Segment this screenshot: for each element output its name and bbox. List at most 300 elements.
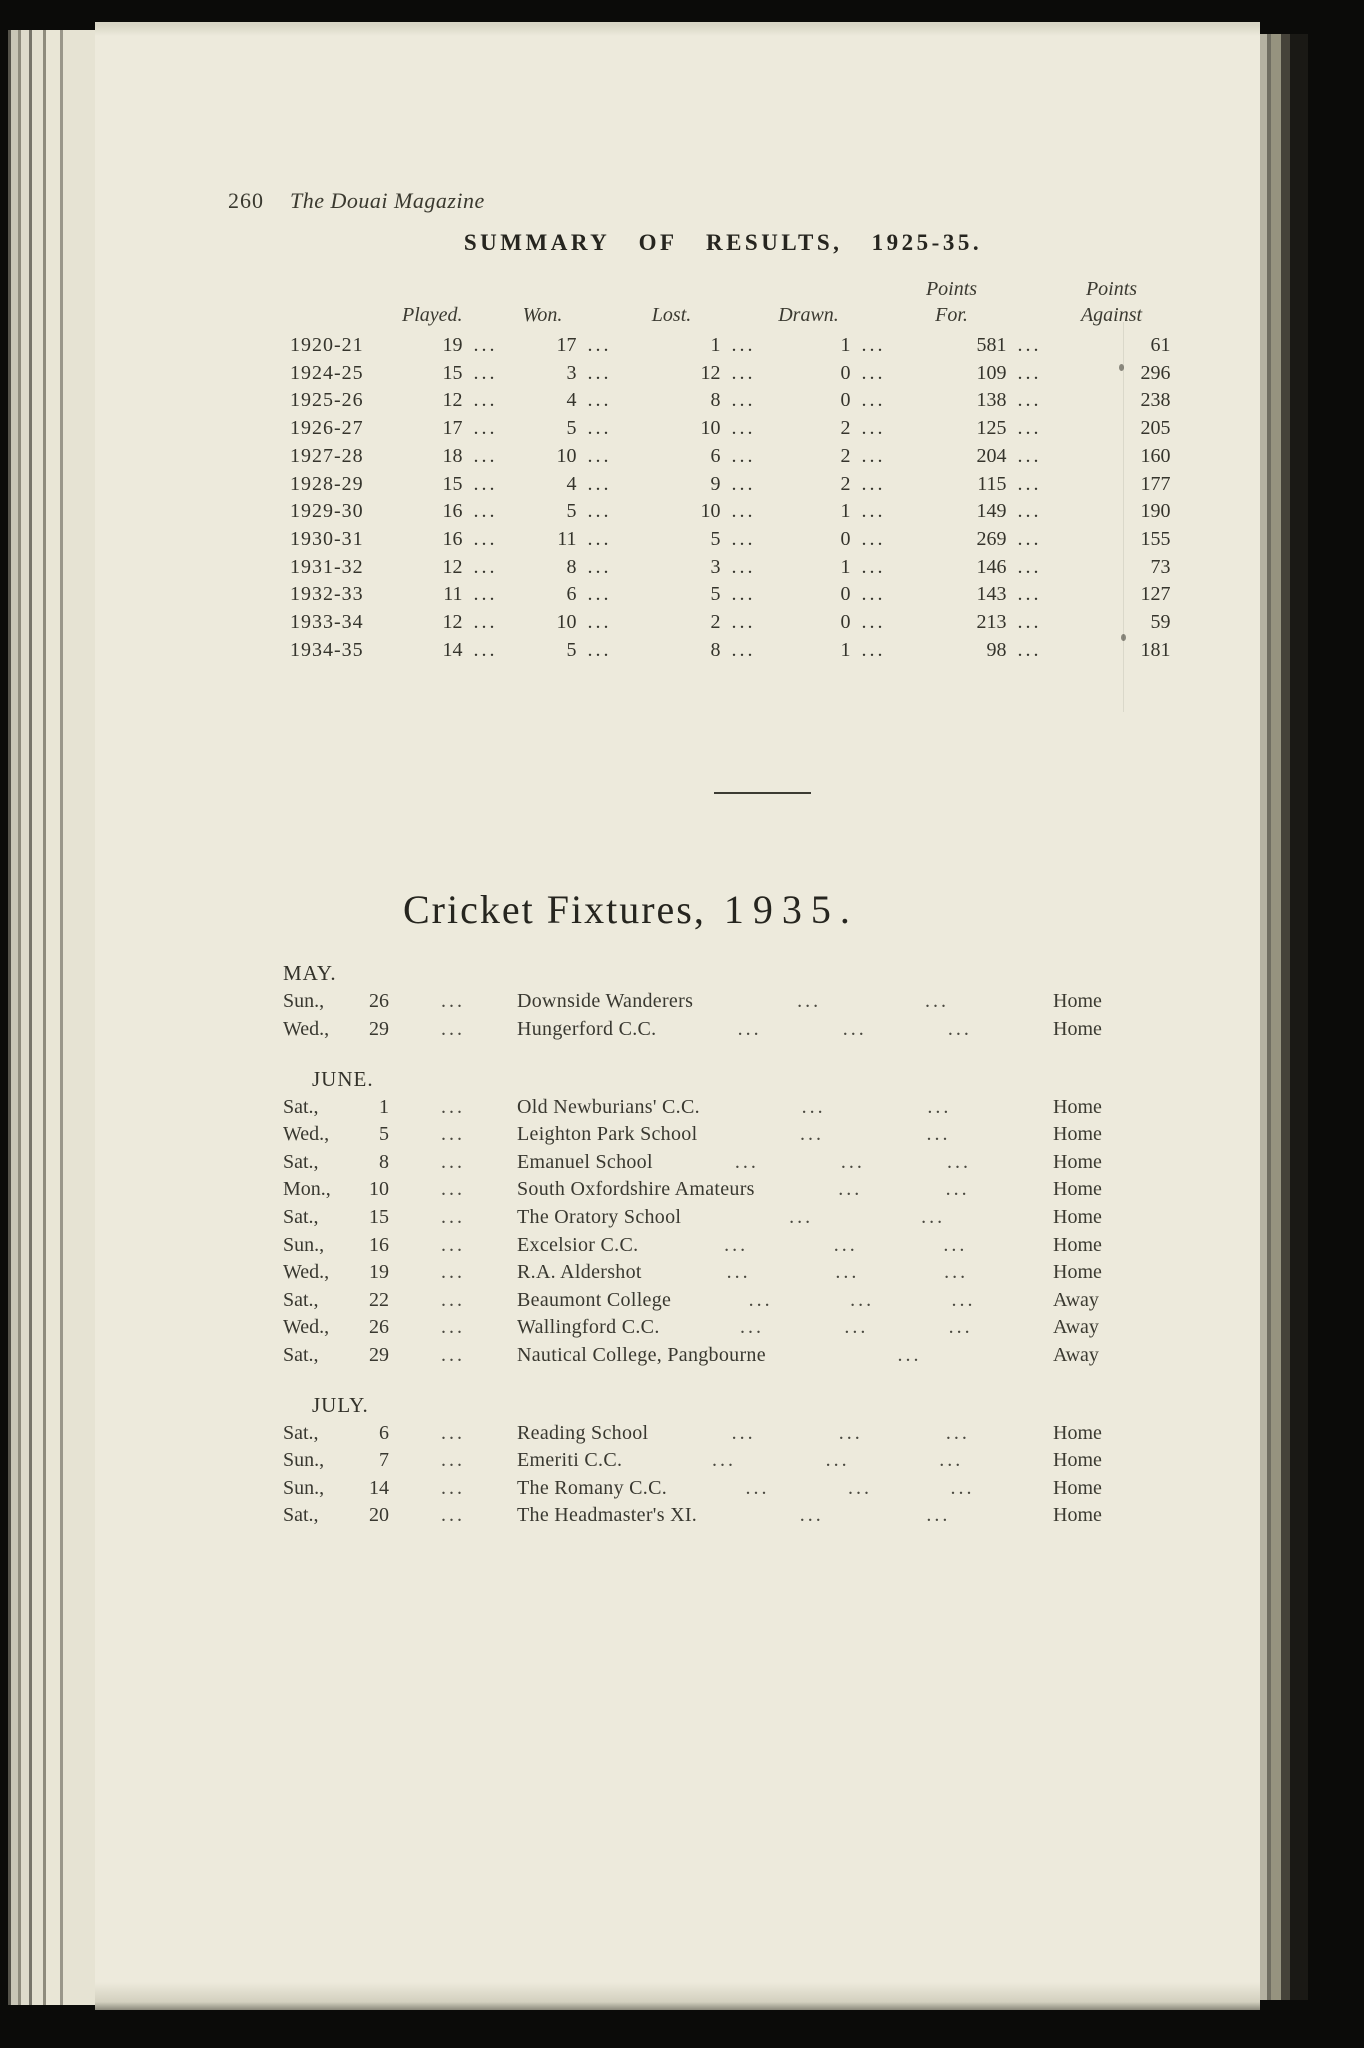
leader-dots: ... [473, 361, 498, 384]
points-for-cell: 138 [976, 389, 1007, 412]
leader-dots: ... [731, 417, 756, 440]
leader-dots: ... [441, 1476, 465, 1499]
fixture-venue: Home [1053, 1421, 1102, 1444]
section-divider [714, 792, 811, 794]
fixture-venue: Home [1053, 1150, 1102, 1173]
leader-dots-group [671, 1287, 1053, 1315]
fixture-opponent: The Romany C.C. [517, 1476, 668, 1499]
fixture-opponent: Downside Wanderers [517, 990, 694, 1013]
leader-dots: ... [945, 1421, 970, 1444]
leader-dots: ... [838, 1178, 863, 1201]
summary-row [290, 526, 1171, 554]
leader-dots: ... [441, 990, 465, 1013]
leader-dots: ... [441, 1123, 465, 1146]
leader-dots: ... [731, 583, 756, 606]
leader-dots: ... [939, 1449, 964, 1472]
leader-dots: ... [948, 1316, 973, 1339]
fixture-date: 26 [369, 990, 389, 1013]
summary-row [290, 609, 1171, 637]
leader-dots: ... [1017, 527, 1042, 550]
drawn-cell: 1 [840, 555, 851, 578]
fixture-opponent: Excelsior C.C. [517, 1233, 639, 1256]
fixture-venue: Home [1053, 1504, 1102, 1527]
leader-dots-group [766, 1342, 1053, 1370]
leader-dots: ... [473, 444, 498, 467]
lost-cell: 12 [700, 361, 721, 384]
leader-dots: ... [587, 583, 612, 606]
leader-dots: ... [724, 1233, 749, 1256]
summary-row [290, 637, 1171, 665]
fixture-day: Sun., [283, 1476, 325, 1499]
fixture-opponent: Emanuel School [517, 1150, 653, 1173]
leader-dots: ... [833, 1233, 858, 1256]
summary-row [290, 332, 1171, 360]
leader-dots: ... [861, 500, 886, 523]
fixture-row [283, 1232, 1145, 1260]
points-for-cell: 146 [976, 555, 1007, 578]
won-cell: 10 [556, 444, 577, 467]
played-cell: 11 [443, 583, 463, 606]
fixture-date: 29 [369, 1343, 389, 1366]
fixture-day: Mon., [283, 1178, 331, 1201]
fixture-opponent: Wallingford C.C. [517, 1316, 660, 1339]
fixture-row [283, 1121, 1145, 1149]
won-cell: 5 [566, 417, 577, 440]
points-against-header: Points Against [1080, 278, 1143, 326]
leader-dots: ... [731, 638, 756, 661]
played-cell: 18 [442, 444, 463, 467]
fixture-date: 6 [379, 1421, 389, 1444]
fixture-row [283, 1314, 1145, 1342]
points-against-cell: 160 [1140, 444, 1171, 467]
leader-dots: ... [473, 611, 498, 634]
season-cell: 1925-26 [290, 389, 364, 412]
points-for-cell: 109 [976, 361, 1007, 384]
won-cell: 8 [566, 555, 577, 578]
fixture-venue: Away [1053, 1288, 1099, 1311]
leader-dots: ... [861, 583, 886, 606]
fixtures-title [403, 886, 1218, 934]
points-for-header: Points For. [925, 278, 978, 326]
drawn-cell: 0 [840, 389, 851, 412]
fixture-day: Sun., [283, 990, 325, 1013]
leader-dots: ... [726, 1261, 751, 1284]
left-page-edges [8, 30, 96, 2005]
leader-dots: ... [731, 611, 756, 634]
lost-cell: 1 [710, 334, 721, 356]
leader-dots: ... [587, 527, 612, 550]
leader-dots: ... [587, 500, 612, 523]
leader-dots: ... [441, 1343, 465, 1366]
leader-dots: ... [739, 1316, 764, 1339]
lost-header: Lost. [651, 304, 692, 326]
drawn-cell: 0 [840, 611, 851, 634]
leader-dots: ... [441, 1095, 465, 1118]
leader-dots: ... [441, 1316, 465, 1339]
leader-dots: ... [473, 638, 498, 661]
leader-dots: ... [1017, 638, 1042, 661]
leader-dots: ... [473, 527, 498, 550]
month-heading: JULY. [312, 1392, 369, 1417]
fixture-date: 10 [369, 1178, 389, 1201]
fixture-day: Wed., [283, 1018, 330, 1041]
leader-dots: ... [1017, 583, 1042, 606]
leader-dots: ... [441, 1261, 465, 1284]
leader-dots: ... [473, 334, 498, 356]
fixture-venue: Home [1053, 990, 1102, 1013]
leader-dots: ... [441, 1449, 465, 1472]
leader-dots-group [642, 1259, 1053, 1287]
fixture-date: 15 [369, 1206, 389, 1228]
leader-dots: ... [1017, 611, 1042, 634]
fixture-date: 8 [379, 1150, 389, 1173]
drawn-cell: 0 [840, 583, 851, 606]
fixture-opponent: The Oratory School [517, 1206, 682, 1228]
leader-dots: ... [848, 1476, 873, 1499]
fixture-venue: Away [1053, 1343, 1099, 1366]
played-cell: 12 [442, 611, 463, 634]
leader-dots-group [638, 1232, 1053, 1260]
leader-dots: ... [789, 1206, 814, 1228]
leader-dots: ... [921, 1206, 946, 1228]
leader-dots: ... [587, 555, 612, 578]
fixture-opponent: Nautical College, Pangbourne [517, 1343, 766, 1366]
played-cell: 12 [442, 389, 463, 412]
fixtures-month [283, 1390, 1145, 1530]
leader-dots: ... [943, 1233, 968, 1256]
drawn-cell: 1 [840, 500, 851, 523]
lost-cell: 2 [710, 611, 721, 634]
fixture-row [283, 1420, 1145, 1448]
played-cell: 17 [442, 417, 463, 440]
fixture-day: Sat., [283, 1206, 319, 1228]
played-header: Played. [402, 304, 463, 326]
fixture-day: Wed., [283, 1261, 330, 1284]
fixtures-month [283, 958, 1145, 1043]
leader-dots: ... [861, 472, 886, 495]
leader-dots: ... [861, 555, 886, 578]
fixture-day: Sat., [283, 1343, 319, 1366]
running-head [228, 188, 1218, 214]
points-for-cell: 213 [976, 611, 1007, 634]
leader-dots: ... [473, 389, 498, 412]
fixture-opponent: The Headmaster's XI. [517, 1504, 698, 1527]
leader-dots: ... [473, 472, 498, 495]
fixture-venue: Home [1053, 1476, 1102, 1499]
lost-cell: 5 [710, 583, 721, 606]
won-cell: 4 [566, 472, 577, 495]
points-against-cell: 59 [1150, 611, 1171, 634]
fixture-date: 7 [379, 1449, 389, 1472]
leader-dots-group [700, 1094, 1053, 1122]
fixtures-list [283, 958, 1145, 1530]
fixture-day: Sun., [283, 1449, 325, 1472]
leader-dots-group [697, 1502, 1053, 1530]
leader-dots: ... [734, 1150, 759, 1173]
leader-dots-group [681, 1204, 1053, 1232]
fixture-opponent: Leighton Park School [517, 1123, 698, 1146]
leader-dots: ... [945, 1178, 970, 1201]
played-cell: 16 [442, 500, 463, 523]
played-cell: 19 [442, 334, 463, 356]
lost-cell: 10 [700, 417, 721, 440]
month-heading: JUNE. [312, 1066, 374, 1091]
fixture-date: 14 [369, 1476, 389, 1499]
points-for-cell: 204 [976, 444, 1007, 467]
leader-dots: ... [1017, 361, 1042, 384]
leader-dots: ... [731, 527, 756, 550]
won-cell: 11 [557, 527, 577, 550]
points-against-cell: 61 [1150, 334, 1171, 356]
fixture-row [283, 1149, 1145, 1177]
book-page [95, 22, 1260, 2010]
leader-dots-group [755, 1176, 1053, 1204]
won-header: Won. [522, 304, 563, 326]
leader-dots: ... [737, 1018, 762, 1041]
leader-dots: ... [1017, 334, 1042, 356]
leader-dots: ... [897, 1343, 922, 1366]
leader-dots: ... [1017, 444, 1042, 467]
fixture-date: 16 [369, 1233, 389, 1256]
lost-cell: 5 [710, 527, 721, 550]
fixture-day: Sat., [283, 1150, 319, 1173]
leader-dots: ... [441, 1504, 465, 1527]
leader-dots: ... [587, 334, 612, 356]
season-cell: 1930-31 [290, 527, 364, 550]
leader-dots: ... [797, 990, 822, 1013]
leader-dots: ... [731, 1421, 756, 1444]
points-against-cell: 238 [1140, 389, 1171, 412]
leader-dots: ... [731, 444, 756, 467]
leader-dots: ... [799, 1123, 824, 1146]
leader-dots: ... [838, 1421, 863, 1444]
fixture-date: 26 [369, 1316, 389, 1339]
leader-dots: ... [861, 638, 886, 661]
season-cell: 1932-33 [290, 583, 364, 606]
fixture-day: Sat., [283, 1288, 319, 1311]
summary-results-title: SUMMARY OF RESULTS, 1925-35. [463, 230, 983, 255]
fixture-date: 22 [369, 1288, 389, 1311]
summary-row [290, 554, 1171, 582]
fixture-date: 5 [379, 1123, 389, 1146]
points-against-cell: 296 [1140, 361, 1171, 384]
leader-dots: ... [951, 1288, 976, 1311]
drawn-cell: 0 [840, 527, 851, 550]
page-number: 260 [228, 188, 264, 213]
leader-dots-group [648, 1420, 1053, 1448]
played-cell: 15 [442, 361, 463, 384]
fixture-opponent: Beaumont College [517, 1288, 672, 1311]
season-cell: 1926-27 [290, 417, 364, 440]
leader-dots: ... [441, 1233, 465, 1256]
leader-dots: ... [473, 583, 498, 606]
leader-dots: ... [745, 1476, 770, 1499]
leader-dots: ... [927, 1095, 952, 1118]
fixture-day: Sat., [283, 1504, 319, 1527]
points-against-cell: 181 [1140, 638, 1171, 661]
points-against-cell: 155 [1140, 527, 1171, 550]
leader-dots-group [693, 988, 1053, 1016]
season-cell: 1924-25 [290, 361, 364, 384]
won-cell: 17 [556, 334, 577, 356]
points-for-cell: 149 [976, 500, 1007, 523]
fixture-day: Sun., [283, 1233, 325, 1256]
summary-row [290, 360, 1171, 388]
season-cell: 1928-29 [290, 472, 364, 495]
summary-table [290, 276, 1171, 664]
fixture-row [283, 1094, 1145, 1122]
leader-dots: ... [947, 1018, 972, 1041]
leader-dots: ... [844, 1316, 869, 1339]
leader-dots-group [653, 1149, 1053, 1177]
won-cell: 3 [566, 361, 577, 384]
leader-dots: ... [861, 611, 886, 634]
won-cell: 4 [566, 389, 577, 412]
leader-dots: ... [441, 1421, 465, 1444]
season-cell: 1931-32 [290, 555, 364, 578]
leader-dots: ... [1017, 555, 1042, 578]
drawn-cell: 2 [840, 417, 851, 440]
leader-dots: ... [587, 472, 612, 495]
page-content [95, 22, 1260, 1530]
won-cell: 10 [556, 611, 577, 634]
won-cell: 5 [566, 500, 577, 523]
lost-cell: 3 [710, 555, 721, 578]
leader-dots: ... [731, 555, 756, 578]
summary-row [290, 387, 1171, 415]
fixture-date: 19 [369, 1261, 389, 1284]
fixture-opponent: R.A. Aldershot [517, 1261, 642, 1284]
leader-dots: ... [1017, 472, 1042, 495]
points-for-cell: 125 [976, 417, 1007, 440]
leader-dots-group [660, 1314, 1053, 1342]
fixture-venue: Home [1053, 1206, 1102, 1228]
leader-dots: ... [731, 334, 756, 356]
leader-dots: ... [825, 1449, 850, 1472]
leader-dots: ... [926, 1504, 951, 1527]
points-against-cell: 205 [1140, 417, 1171, 440]
fixture-venue: Home [1053, 1178, 1102, 1201]
fixtures-title-year: 1935. [723, 887, 859, 933]
drawn-cell: 2 [840, 472, 851, 495]
summary-row [290, 471, 1171, 499]
lost-cell: 8 [710, 389, 721, 412]
fixture-day: Wed., [283, 1316, 330, 1339]
fixture-venue: Home [1053, 1018, 1102, 1041]
leader-dots: ... [473, 500, 498, 523]
leader-dots: ... [944, 1261, 969, 1284]
fixtures-title-text: Cricket Fixtures, [403, 887, 706, 933]
played-cell: 16 [442, 527, 463, 550]
season-cell: 1920-21 [290, 334, 364, 356]
leader-dots: ... [950, 1476, 975, 1499]
leader-dots: ... [861, 527, 886, 550]
leader-dots: ... [587, 361, 612, 384]
lost-cell: 8 [710, 638, 721, 661]
leader-dots: ... [731, 500, 756, 523]
leader-dots: ... [587, 417, 612, 440]
fixture-date: 29 [369, 1018, 389, 1041]
leader-dots: ... [731, 389, 756, 412]
points-for-cell: 269 [976, 527, 1007, 550]
leader-dots: ... [748, 1288, 773, 1311]
summary-row [290, 415, 1171, 443]
leader-dots: ... [441, 1206, 465, 1228]
lost-cell: 10 [700, 500, 721, 523]
points-for-cell: 115 [977, 472, 1007, 495]
points-for-cell: 143 [976, 583, 1007, 606]
fixture-row [283, 1287, 1145, 1315]
lost-cell: 6 [710, 444, 721, 467]
fixture-venue: Home [1053, 1123, 1102, 1146]
leader-dots: ... [441, 1018, 465, 1041]
fixture-opponent: Old Newburians' C.C. [517, 1095, 700, 1118]
won-cell: 6 [566, 583, 577, 606]
fixture-day: Sat., [283, 1421, 319, 1444]
fixture-day: Wed., [283, 1123, 330, 1146]
points-for-cell: 98 [986, 638, 1007, 661]
fixtures-month [283, 1064, 1145, 1370]
drawn-cell: 0 [840, 361, 851, 384]
summary-row [290, 581, 1171, 609]
fixture-row [283, 1342, 1145, 1370]
month-heading: MAY. [283, 961, 337, 986]
season-cell: 1929-30 [290, 500, 364, 523]
leader-dots: ... [861, 334, 886, 356]
fixture-row [283, 1176, 1145, 1204]
leader-dots: ... [925, 990, 950, 1013]
season-cell: 1927-28 [290, 444, 364, 467]
leader-dots: ... [840, 1150, 865, 1173]
leader-dots: ... [861, 444, 886, 467]
fixture-opponent: Reading School [517, 1421, 649, 1444]
leader-dots: ... [587, 611, 612, 634]
leader-dots: ... [731, 472, 756, 495]
leader-dots: ... [926, 1123, 951, 1146]
leader-dots: ... [587, 638, 612, 661]
fixture-row [283, 1502, 1145, 1530]
played-cell: 14 [442, 638, 463, 661]
leader-dots-group [697, 1121, 1053, 1149]
drawn-cell: 1 [840, 638, 851, 661]
fixture-row [283, 1204, 1145, 1232]
leader-dots: ... [1017, 500, 1042, 523]
season-header [290, 276, 402, 332]
fixture-venue: Home [1053, 1095, 1102, 1118]
fixture-venue: Away [1053, 1316, 1099, 1339]
points-against-cell: 177 [1140, 472, 1171, 495]
leader-dots: ... [861, 389, 886, 412]
leader-dots: ... [799, 1504, 824, 1527]
lost-cell: 9 [710, 472, 721, 495]
points-against-cell: 127 [1140, 583, 1171, 606]
fixture-venue: Home [1053, 1449, 1102, 1472]
leader-dots: ... [801, 1095, 826, 1118]
summary-row [290, 498, 1171, 526]
leader-dots: ... [946, 1150, 971, 1173]
leader-dots: ... [861, 417, 886, 440]
fixture-opponent: Hungerford C.C. [517, 1018, 657, 1041]
leader-dots: ... [842, 1018, 867, 1041]
leader-dots: ... [1017, 389, 1042, 412]
summary-table-body [290, 332, 1171, 664]
leader-dots: ... [861, 361, 886, 384]
fixture-row [283, 1016, 1145, 1044]
leader-dots: ... [587, 444, 612, 467]
leader-dots-group [622, 1447, 1053, 1475]
leader-dots: ... [587, 389, 612, 412]
fixture-date: 1 [379, 1095, 389, 1118]
